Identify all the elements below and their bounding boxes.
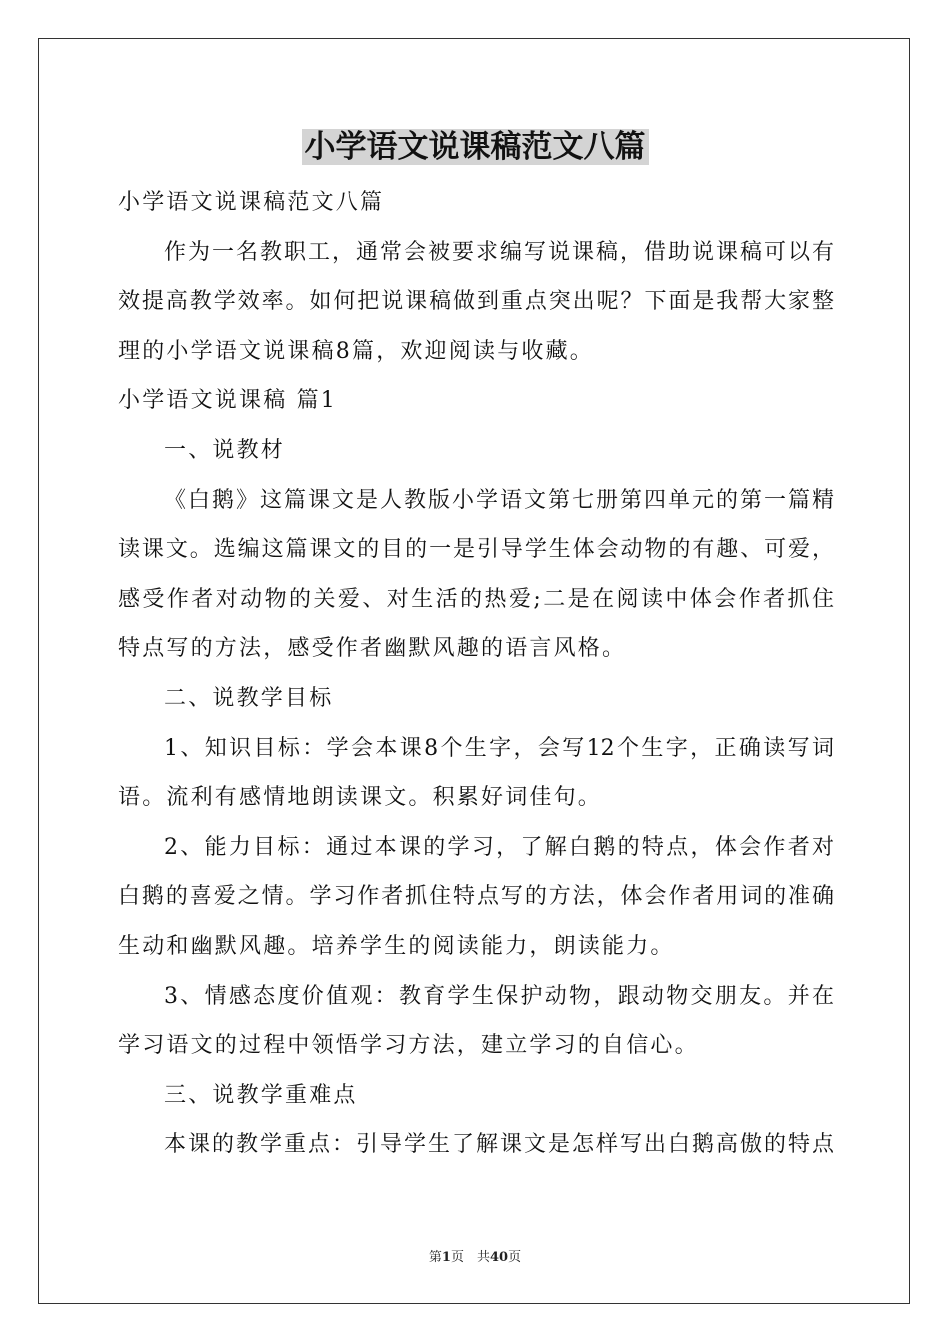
text-line: 小学语文说课稿范文八篇 <box>118 190 385 215</box>
document-body <box>118 178 834 1170</box>
footer-prefix: 第 <box>428 1250 442 1265</box>
footer-suffix: 页 <box>508 1250 522 1265</box>
text-line: 效提高教学效率。如何把说课稿做到重点突出呢？下面是我帮大家整 <box>118 289 834 315</box>
text-line: 三、说教学重难点 <box>164 1082 358 1108</box>
text-line: 本课的教学重点：引导学生了解课文是怎样写出白鹅高傲的特点 <box>164 1132 834 1158</box>
footer-middle: 页 共 <box>450 1250 490 1265</box>
text-line: 3、情感态度价值观：教育学生保护动物，跟动物交朋友。并在 <box>164 983 834 1009</box>
footer-current-page: 1 <box>441 1250 451 1265</box>
text-line: 作为一名教职工，通常会被要求编写说课稿，借助说课稿可以有 <box>164 239 834 265</box>
text-line: 2、能力目标：通过本课的学习，了解白鹅的特点，体会作者对 <box>164 834 834 860</box>
footer-total-pages: 40 <box>489 1250 509 1265</box>
document-title <box>0 122 950 172</box>
text-line: 读课文。选编这篇课文的目的一是引导学生体会动物的有趣、可爱， <box>118 537 834 563</box>
text-line: 1、知识目标：学会本课8个生字，会写12个生字，正确读写词 <box>164 735 834 761</box>
text-line: 语。流利有感情地朗读课文。积累好词佳句。 <box>118 785 603 811</box>
text-line: 一、说教材 <box>164 437 286 463</box>
text-line: 理的小学语文说课稿8篇，欢迎阅读与收藏。 <box>118 338 594 364</box>
text-line: 小学语文说课稿 篇1 <box>118 388 337 414</box>
text-line: 感受作者对动物的关爱、对生活的热爱;二是在阅读中体会作者抓住 <box>118 586 834 612</box>
page-footer <box>0 1248 950 1268</box>
text-line: 生动和幽默风趣。培养学生的阅读能力，朗读能力。 <box>118 933 675 959</box>
text-line: 《白鹅》这篇课文是人教版小学语文第七册第四单元的第一篇精 <box>164 487 834 513</box>
text-line: 特点写的方法，感受作者幽默风趣的语言风格。 <box>118 636 627 662</box>
document-title-text: 小学语文说课稿范文八篇 <box>302 129 649 165</box>
text-line: 二、说教学目标 <box>164 685 334 711</box>
text-line: 白鹅的喜爱之情。学习作者抓住特点写的方法，体会作者用词的准确 <box>118 884 834 910</box>
text-line: 学习语文的过程中领悟学习方法，建立学习的自信心。 <box>118 1033 699 1059</box>
